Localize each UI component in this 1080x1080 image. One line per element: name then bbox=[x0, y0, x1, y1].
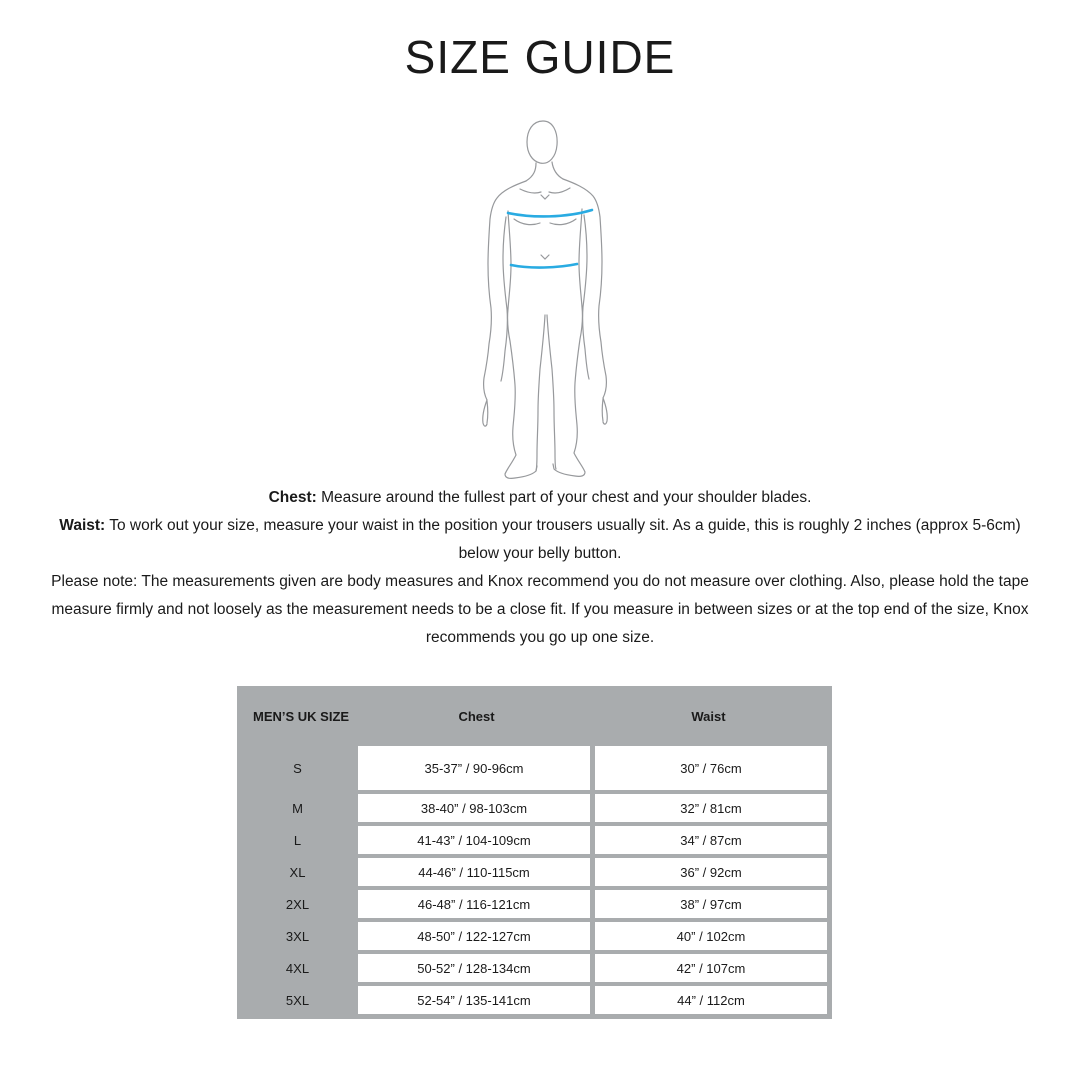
waist-value: 38” / 97cm bbox=[595, 890, 827, 918]
measurement-instructions bbox=[40, 484, 1040, 652]
chest-value: 38-40” / 98-103cm bbox=[358, 794, 590, 822]
chest-value: 44-46” / 110-115cm bbox=[358, 858, 590, 886]
body-outline bbox=[483, 121, 608, 478]
instruction-note: Please note: The measurements given are body measures and Knox recommend you do not measure over clothing. Also, please hold the tape measure firmly and not loosely as the measurement needs to be a close fit. If you measure in between sizes or at the top end of the size, Knox recommends you go up one size. bbox=[51, 573, 1029, 646]
waist-value: 42” / 107cm bbox=[595, 954, 827, 982]
instruction-chest: Chest: Measure around the fullest part of your chest and your shoulder blades. bbox=[268, 489, 812, 506]
chest-measure-line bbox=[508, 210, 592, 216]
size-label: XL bbox=[289, 864, 306, 880]
chest-value: 48-50” / 122-127cm bbox=[358, 922, 590, 950]
head-outline bbox=[527, 121, 557, 163]
size-table bbox=[237, 686, 832, 1019]
table-row bbox=[237, 794, 827, 822]
chest-value: 41-43” / 104-109cm bbox=[358, 826, 590, 854]
table-row bbox=[237, 746, 827, 790]
table-row bbox=[237, 858, 827, 886]
waist-value: 32” / 81cm bbox=[595, 794, 827, 822]
male-body-outline bbox=[470, 118, 630, 480]
waist-value: 36” / 92cm bbox=[595, 858, 827, 886]
size-label: S bbox=[293, 760, 302, 776]
size-label: 4XL bbox=[285, 960, 310, 976]
header-size-column: MEN’S UK SIZE bbox=[253, 708, 350, 724]
belly-button bbox=[541, 255, 549, 259]
chest-value: 52-54” / 135-141cm bbox=[358, 986, 590, 1014]
instruction-waist-label: Waist: bbox=[59, 517, 106, 534]
right-hand bbox=[603, 398, 607, 424]
header-waist-column: Waist bbox=[691, 708, 726, 724]
left-hand bbox=[483, 400, 487, 426]
size-label: M bbox=[292, 800, 303, 816]
instruction-waist: Waist: To work out your size, measure your waist in the position your trousers usually sit. As a guide, this is roughly 2 inches (approx 5-6cm) below your belly button. bbox=[59, 517, 1021, 562]
chest-value: 46-48” / 116-121cm bbox=[358, 890, 590, 918]
size-label: 5XL bbox=[285, 992, 310, 1008]
waist-value: 34” / 87cm bbox=[595, 826, 827, 854]
table-row bbox=[237, 954, 827, 982]
header-chest-column: Chest bbox=[458, 708, 495, 724]
page-title: SIZE GUIDE bbox=[404, 31, 676, 83]
table-row bbox=[237, 826, 827, 854]
waist-value: 30” / 76cm bbox=[595, 746, 827, 790]
table-row bbox=[237, 922, 827, 950]
instruction-chest-label: Chest: bbox=[268, 489, 317, 506]
chest-value: 50-52” / 128-134cm bbox=[358, 954, 590, 982]
size-label: 2XL bbox=[285, 896, 310, 912]
waist-measure-line bbox=[511, 264, 577, 268]
size-table-header bbox=[237, 686, 827, 746]
waist-value: 44” / 112cm bbox=[595, 986, 827, 1014]
size-label: 3XL bbox=[285, 928, 310, 944]
size-label: L bbox=[293, 832, 302, 848]
waist-value: 40” / 102cm bbox=[595, 922, 827, 950]
chest-value: 35-37” / 90-96cm bbox=[358, 746, 590, 790]
body-measurement-figure bbox=[470, 118, 630, 480]
table-row bbox=[237, 986, 827, 1014]
table-row bbox=[237, 890, 827, 918]
